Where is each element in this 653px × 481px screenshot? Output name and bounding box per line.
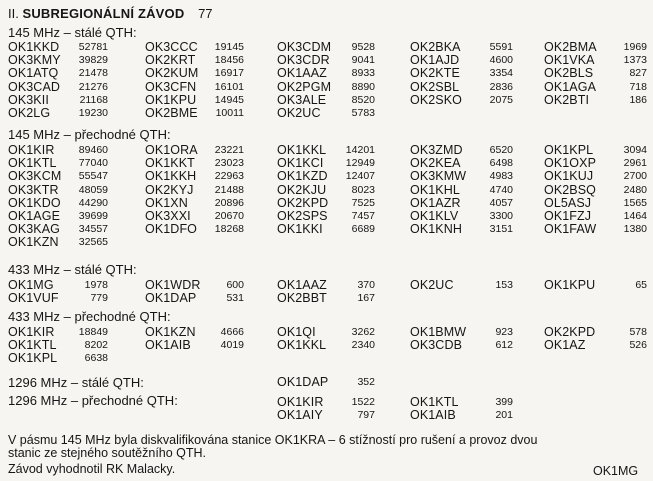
station-score: 526 <box>629 339 647 352</box>
station-callsign: OK1KZN <box>145 325 196 339</box>
station-callsign: OK2BKA <box>410 40 461 54</box>
station-callsign: OK1AGA <box>544 79 597 94</box>
station-score: 55547 <box>78 170 108 183</box>
station-callsign: OK2KPD <box>544 325 596 339</box>
station-score: 34557 <box>78 223 108 236</box>
station-score: 2075 <box>489 93 513 106</box>
station-callsign: OK1KIR <box>8 143 55 157</box>
station-callsign: OK1ORA <box>145 143 198 157</box>
station-score: 612 <box>495 339 513 352</box>
station-callsign: OK1KKL <box>277 338 327 353</box>
station-score: 186 <box>629 93 647 106</box>
station-score: 779 <box>90 292 108 305</box>
station-score: 4019 <box>220 339 244 352</box>
station-callsign: OK3KII <box>8 92 49 107</box>
station-callsign: OK2KTE <box>410 66 460 81</box>
station-score: 4057 <box>489 196 513 209</box>
section-label: 145 MHz – stálé QTH: <box>8 25 137 40</box>
section-label: 433 MHz – přechodné QTH: <box>8 309 171 324</box>
station-score: 3094 <box>623 144 647 156</box>
station-score: 153 <box>495 279 513 291</box>
station-callsign: OK1KNH <box>410 222 463 237</box>
station-score: 21478 <box>78 67 108 80</box>
station-score: 20896 <box>214 196 244 209</box>
station-callsign: OK1KPL <box>544 143 594 157</box>
station-callsign: OK2BME <box>145 106 198 120</box>
section-label: 433 MHz – stálé QTH: <box>8 262 137 277</box>
station-callsign: OK1KTL <box>8 156 57 171</box>
station-callsign: OK3ZMD <box>410 143 463 157</box>
disqualification-note: V pásmu 145 MHz byla diskvalifikována stanice OK1KRA – 6 stížností pro rušení a provoz dvou <box>8 433 538 447</box>
station-callsign: OK3XXI <box>145 209 191 223</box>
evaluator-note: Závod vyhodnotil RK Malacky. <box>8 462 176 476</box>
station-callsign: OK1XN <box>145 195 188 210</box>
station-callsign: OK1AGE <box>8 209 61 223</box>
station-callsign: OK1KTL <box>8 338 57 353</box>
station-score: 39829 <box>78 54 108 67</box>
station-score: 4666 <box>220 326 244 338</box>
section-number: II. <box>8 6 19 21</box>
station-callsign: OK1KKL <box>277 143 327 157</box>
station-callsign: OK1QI <box>277 325 316 339</box>
station-score: 399 <box>495 396 513 408</box>
station-callsign: OK1KTL <box>410 395 459 409</box>
station-score: 23221 <box>214 144 244 156</box>
station-score: 531 <box>226 292 244 305</box>
station-score: 23023 <box>214 157 244 170</box>
station-callsign: OK3CDR <box>277 53 330 68</box>
station-callsign: OK2BMA <box>544 40 597 54</box>
station-score: 4600 <box>489 54 513 67</box>
station-score: 18849 <box>78 326 108 338</box>
station-callsign: OK3KMY <box>8 53 61 68</box>
station-score: 2340 <box>351 339 375 352</box>
station-score: 12407 <box>345 170 375 183</box>
station-callsign: OK2UC <box>277 106 321 120</box>
station-score: 6498 <box>489 157 513 170</box>
station-score: 7457 <box>351 210 375 222</box>
station-callsign: OK1KCI <box>277 156 324 171</box>
station-score: 20670 <box>214 210 244 222</box>
station-score: 4983 <box>489 170 513 183</box>
station-callsign: OK1KIR <box>277 395 324 409</box>
station-score: 718 <box>629 80 647 93</box>
station-score: 21488 <box>214 183 244 196</box>
station-callsign: OK1AZR <box>410 195 461 210</box>
section-label: 1296 MHz – přechodné QTH: <box>8 393 178 408</box>
station-score: 1969 <box>623 41 647 53</box>
station-callsign: OK1KZN <box>8 235 59 250</box>
station-score: 8520 <box>351 93 375 106</box>
station-callsign: OK2SBL <box>410 79 460 94</box>
page-number: 77 <box>198 6 213 21</box>
station-score: 827 <box>629 67 647 80</box>
station-callsign: OK1WDR <box>145 278 201 292</box>
station-score: 3354 <box>489 67 513 80</box>
section-label: 145 MHz – přechodné QTH: <box>8 127 171 142</box>
station-callsign: OK3KAG <box>8 222 61 237</box>
station-callsign: OK1KLV <box>410 209 459 223</box>
station-callsign: OK1DAP <box>145 291 197 306</box>
station-score: 19230 <box>78 107 108 119</box>
station-callsign: OK2UC <box>410 278 454 292</box>
station-callsign: OK1KPL <box>8 351 58 366</box>
station-score: 1978 <box>84 279 108 291</box>
station-callsign: OK1AAZ <box>277 66 327 81</box>
station-callsign: OK1ATQ <box>8 66 59 81</box>
station-callsign: OK2KYJ <box>145 182 194 197</box>
station-callsign: OK3CFN <box>145 79 197 94</box>
station-score: 18456 <box>214 54 244 67</box>
page-header <box>8 7 213 21</box>
station-score: 16917 <box>214 67 244 80</box>
station-score: 12949 <box>345 157 375 170</box>
station-score: 352 <box>357 376 375 388</box>
station-callsign: OK1KUJ <box>544 169 594 184</box>
station-score: 8933 <box>351 67 375 80</box>
station-callsign: OK1AIB <box>145 338 191 353</box>
station-score: 16101 <box>214 80 244 93</box>
station-score: 65 <box>635 279 647 291</box>
station-score: 6520 <box>489 144 513 156</box>
station-score: 77040 <box>78 157 108 170</box>
station-callsign: OK1VKA <box>544 53 595 68</box>
station-score: 10011 <box>215 107 244 119</box>
station-score: 8023 <box>351 183 375 196</box>
station-score: 6689 <box>351 223 375 236</box>
station-score: 3151 <box>489 223 513 236</box>
station-callsign: OK2LG <box>8 106 51 120</box>
station-score: 21168 <box>79 93 108 106</box>
contest-title: SUBREGIONÁLNÍ ZÁVOD <box>22 6 185 21</box>
station-callsign: OK3ALE <box>277 92 327 107</box>
station-score: 1464 <box>623 210 647 222</box>
station-callsign: OK1KZD <box>277 169 328 184</box>
station-callsign: OK1DFO <box>145 222 197 237</box>
station-score: 19145 <box>214 41 244 53</box>
station-callsign: OK1KHL <box>410 182 460 197</box>
station-score: 5783 <box>351 107 375 119</box>
station-score: 5591 <box>489 41 513 53</box>
station-callsign: OK1FAW <box>544 222 597 237</box>
station-callsign: OK1BMW <box>410 325 467 339</box>
station-score: 44290 <box>78 196 108 209</box>
station-callsign: OK3CDM <box>277 40 332 54</box>
station-callsign: OK2KRT <box>145 53 196 68</box>
station-callsign: OK2SKO <box>410 92 463 107</box>
station-score: 2836 <box>489 80 513 93</box>
station-callsign: OK2PGM <box>277 79 332 94</box>
station-score: 600 <box>226 279 244 291</box>
station-callsign: OK3CAD <box>8 79 61 94</box>
station-callsign: OK1KKH <box>145 169 197 184</box>
station-callsign: OK1KDO <box>8 195 61 210</box>
station-score: 3300 <box>489 210 513 222</box>
station-score: 48059 <box>78 183 108 196</box>
station-score: 22963 <box>214 170 244 183</box>
station-callsign: OK1KKI <box>277 222 323 237</box>
station-callsign: OK1KPU <box>544 278 596 292</box>
station-score: 18268 <box>214 223 244 236</box>
station-score: 9041 <box>351 54 375 67</box>
station-callsign: OK1OXP <box>544 156 597 171</box>
station-score: 9528 <box>351 41 375 53</box>
section-label: 1296 MHz – stálé QTH: <box>8 375 144 390</box>
station-callsign: OK1KPU <box>145 92 197 107</box>
disqualification-note-continued: stanic ze stejného soutěžního QTH. <box>8 446 207 460</box>
station-score: 1380 <box>623 223 647 236</box>
station-callsign: OK3KMW <box>410 169 467 184</box>
station-callsign: OK2SPS <box>277 209 328 223</box>
station-score: 7525 <box>351 196 375 209</box>
station-score: 14945 <box>214 93 244 106</box>
station-callsign: OK3KTR <box>8 182 59 197</box>
station-callsign: OK2KJU <box>277 182 327 197</box>
station-score: 370 <box>357 279 375 291</box>
station-score: 89460 <box>78 144 108 156</box>
station-score: 6638 <box>84 352 108 365</box>
station-callsign: OK2BSQ <box>544 182 597 197</box>
station-callsign: OK1VUF <box>8 291 59 306</box>
station-score: 8890 <box>351 80 375 93</box>
station-callsign: OL5ASJ <box>544 195 592 210</box>
station-callsign: OK1DAP <box>277 375 329 389</box>
station-score: 578 <box>629 326 647 338</box>
station-callsign: OK1AIY <box>277 408 323 423</box>
station-callsign: OK1FZJ <box>544 209 592 223</box>
station-score: 167 <box>357 292 375 305</box>
station-callsign: OK1AIB <box>410 408 456 423</box>
station-callsign: OK3CCC <box>145 40 198 54</box>
station-score: 8202 <box>84 339 108 352</box>
station-callsign: OK1KKD <box>8 40 60 54</box>
station-callsign: OK2KEA <box>410 156 461 171</box>
station-callsign: OK1KKT <box>145 156 195 171</box>
station-callsign: OK1AJD <box>410 53 460 68</box>
station-score: 1522 <box>351 396 375 408</box>
station-score: 1565 <box>623 196 647 209</box>
station-callsign: OK1KIR <box>8 325 55 339</box>
author-signature: OK1MG <box>593 464 639 478</box>
station-score: 797 <box>357 409 375 422</box>
station-callsign: OK3CDB <box>410 338 463 353</box>
station-callsign: OK1AAZ <box>277 278 327 292</box>
station-score: 4740 <box>489 183 513 196</box>
station-callsign: OK2KUM <box>145 66 199 81</box>
station-score: 3262 <box>351 326 375 338</box>
station-score: 52781 <box>78 41 108 53</box>
station-score: 21276 <box>78 80 108 93</box>
station-score: 2961 <box>623 157 647 170</box>
station-callsign: OK2BTI <box>544 92 590 107</box>
station-score: 14201 <box>345 144 375 156</box>
station-score: 32565 <box>78 236 108 249</box>
station-score: 39699 <box>78 210 108 222</box>
station-callsign: OK3KCM <box>8 169 62 184</box>
station-score: 2700 <box>623 170 647 183</box>
station-callsign: OK1AZ <box>544 338 586 353</box>
station-score: 923 <box>495 326 513 338</box>
station-callsign: OK1MG <box>8 278 54 292</box>
station-score: 201 <box>495 409 513 422</box>
station-callsign: OK2BBT <box>277 291 327 306</box>
station-callsign: OK2KPD <box>277 195 329 210</box>
station-score: 1373 <box>623 54 647 67</box>
station-score: 2480 <box>623 183 647 196</box>
station-callsign: OK2BLS <box>544 66 594 81</box>
